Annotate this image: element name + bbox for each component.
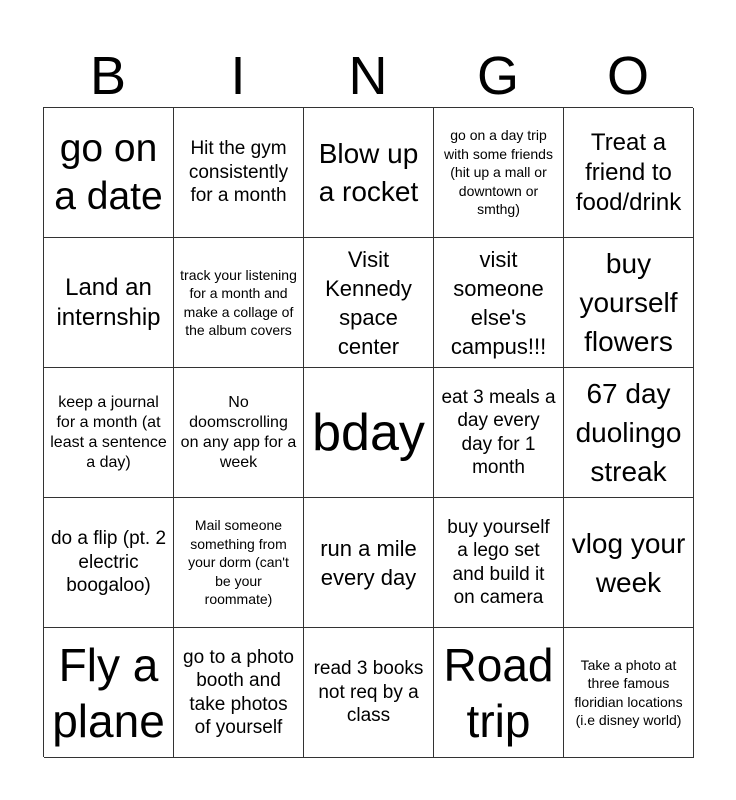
bingo-cell[interactable] [304, 238, 434, 368]
bingo-cell[interactable] [434, 628, 564, 758]
cell-text: Road trip [443, 638, 554, 747]
bingo-cell[interactable] [564, 238, 694, 368]
bingo-cell[interactable] [434, 238, 564, 368]
cell-text: Take a photo at three famous floridian locations (i.e disney world) [574, 656, 683, 728]
cell-text: buy yourself flowers [579, 248, 678, 357]
bingo-cell[interactable] [174, 498, 304, 628]
bingo-cell[interactable] [174, 108, 304, 238]
bingo-cell[interactable] [174, 238, 304, 368]
cell-text: go to a photo booth and take photos of yourself [183, 646, 294, 738]
cell-text: Fly a plane [52, 638, 165, 747]
bingo-cell[interactable] [564, 498, 694, 628]
bingo-cell[interactable] [174, 368, 304, 498]
bingo-cell[interactable] [44, 498, 174, 628]
bingo-cell[interactable] [304, 628, 434, 758]
cell-text: Mail someone something from your dorm (can't be your roommate) [188, 517, 289, 608]
cell-text: track your listening for a month and make a collage of the album covers [180, 266, 297, 338]
bingo-cell[interactable] [44, 108, 174, 238]
header-letter-n: N [348, 46, 388, 106]
cell-text: visit someone else's campus!!! [450, 246, 547, 359]
bingo-cell[interactable] [44, 628, 174, 758]
header-letter-o: O [606, 46, 649, 106]
bingo-cell[interactable] [434, 498, 564, 628]
header-letter-g: G [476, 46, 519, 106]
bingo-grid [43, 107, 693, 757]
bingo-cell[interactable] [564, 108, 694, 238]
cell-text: Visit Kennedy space center [325, 246, 412, 359]
cell-text: buy yourself a lego set and build it on camera [447, 516, 550, 608]
bingo-cell[interactable] [564, 368, 694, 498]
cell-text: eat 3 meals a day every day for 1 month [441, 386, 556, 478]
bingo-header [43, 44, 693, 108]
cell-text: Blow up a rocket [318, 137, 419, 207]
header-letter-b: B [89, 46, 127, 106]
bingo-cell[interactable] [434, 108, 564, 238]
bingo-cell[interactable] [44, 238, 174, 368]
bingo-cell[interactable] [304, 498, 434, 628]
cell-text: No doomscrolling on any app for a week [180, 393, 297, 471]
cell-text: do a flip (pt. 2 electric boogaloo) [50, 528, 167, 597]
cell-text: go on a date [54, 126, 163, 218]
bingo-cell[interactable] [564, 628, 694, 758]
cell-text: Land an internship [56, 273, 161, 331]
cell-text: 67 day duolingo streak [575, 378, 682, 487]
cell-text: Hit the gym consistently for a month [188, 138, 289, 207]
bingo-cell[interactable] [304, 108, 434, 238]
cell-text: vlog your week [571, 527, 686, 598]
bingo-cell[interactable] [44, 368, 174, 498]
cell-text: go on a day trip with some friends (hit up a mall or downtown or smthg) [444, 127, 553, 218]
cell-text: run a mile every day [320, 535, 417, 590]
header-letter-i: I [230, 46, 246, 106]
cell-text: read 3 books not req by a class [313, 658, 424, 727]
cell-text: Treat a friend to food/drink [575, 128, 682, 216]
bingo-cell[interactable] [434, 368, 564, 498]
bingo-cell[interactable] [304, 368, 434, 498]
cell-text: bday [312, 403, 425, 462]
bingo-cell[interactable] [174, 628, 304, 758]
cell-text: keep a journal for a month (at least a sentence a day) [50, 393, 167, 471]
